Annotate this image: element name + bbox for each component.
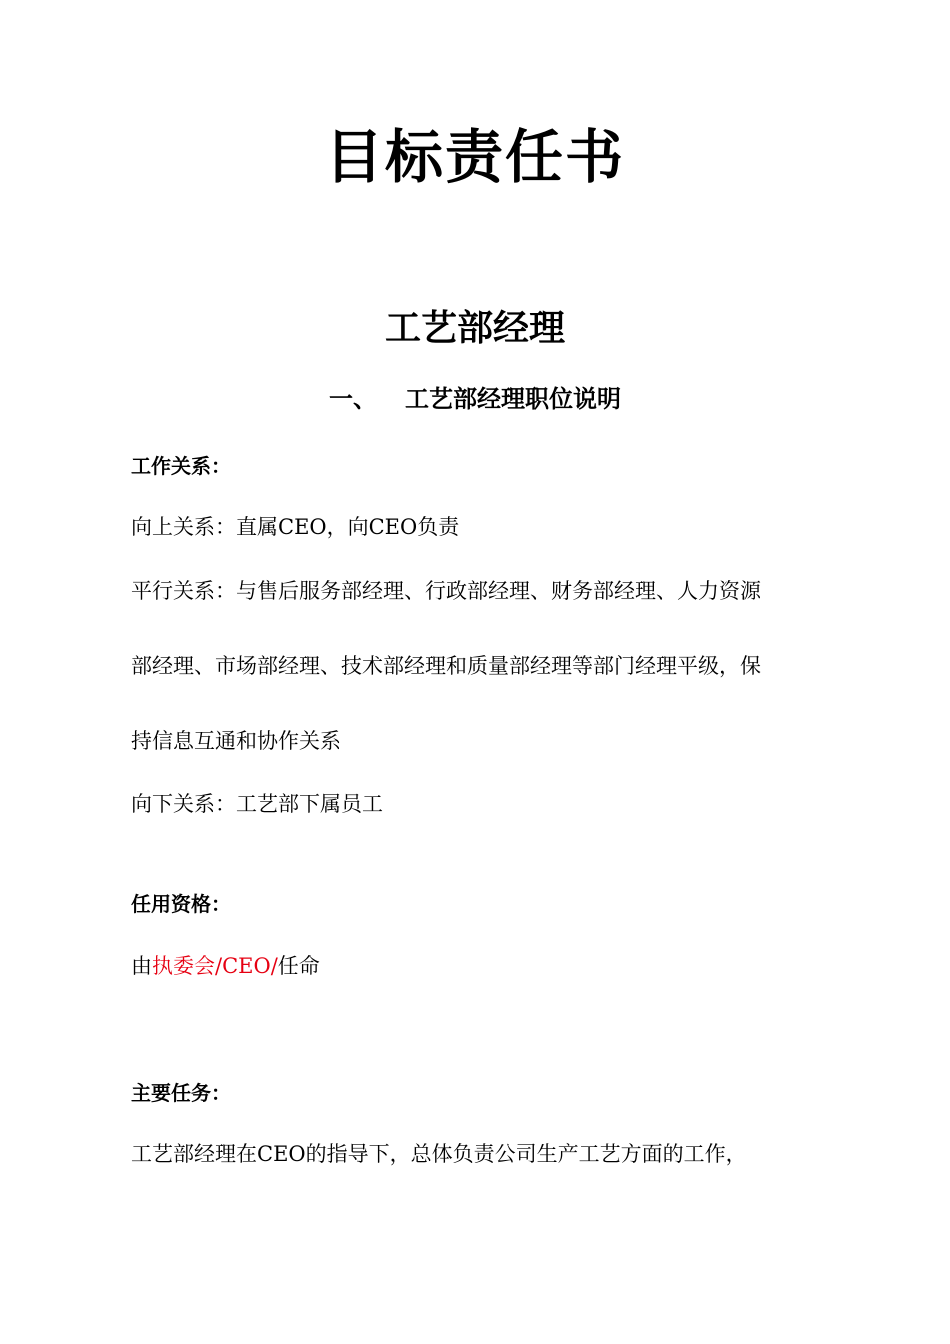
section-number: 一、	[329, 384, 377, 413]
document-title: 目标责任书	[324, 123, 625, 191]
section-heading	[0, 384, 950, 413]
main-tasks-label: 主要任务：	[131, 1081, 231, 1105]
parallel-relation-line-3: 持信息互通和协作关系	[131, 729, 341, 753]
qualifications-prefix: 由	[131, 954, 152, 978]
qualifications-appointer: 执委会/CEO/	[152, 954, 278, 978]
qualifications-text	[131, 956, 320, 977]
section-heading-text: 工艺部经理职位说明	[405, 384, 621, 413]
work-relations-label: 工作关系：	[131, 454, 231, 478]
qualifications-suffix: 任命	[277, 954, 320, 978]
upward-relation: 向上关系：直属CEO，向CEO负责	[131, 515, 460, 539]
parallel-relation-line-1: 平行关系：与售后服务部经理、行政部经理、财务部经理、人力资源	[131, 579, 761, 603]
downward-relation: 向下关系：工艺部下属员工	[131, 792, 383, 816]
parallel-relation-line-2: 部经理、市场部经理、技术部经理和质量部经理等部门经理平级，保	[131, 654, 761, 678]
role-title: 工艺部经理	[384, 307, 565, 349]
main-tasks-text: 工艺部经理在CEO的指导下，总体负责公司生产工艺方面的工作，	[131, 1142, 747, 1166]
qualifications-label: 任用资格：	[131, 892, 231, 916]
